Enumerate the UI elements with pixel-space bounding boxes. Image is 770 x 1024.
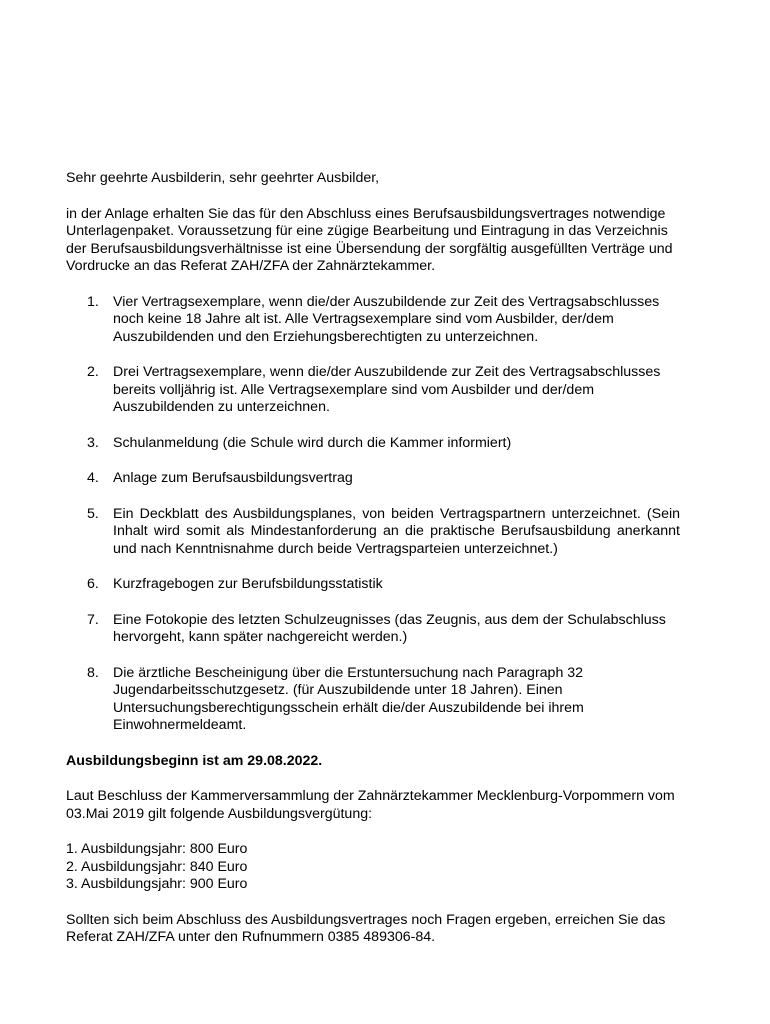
- list-item-number: 5.: [87, 505, 99, 522]
- list-item: [66, 665, 680, 735]
- list-item-number: 2.: [87, 364, 99, 380]
- list-item-text: Drei Vertragsexemplare, wenn die/der Auszubildende zur Zeit des Vertragsabschlusses bereits volljährig ist. Alle Vertragsexemplare sind vom Ausbilder und der/dem Auszubildenden zu unterzeichnen.: [113, 364, 661, 415]
- list-item-number: 6.: [87, 576, 99, 592]
- document-checklist: [66, 294, 680, 735]
- list-item: [66, 435, 680, 453]
- list-item-number: 1.: [87, 293, 99, 310]
- list-item: [66, 470, 680, 488]
- list-item-text: Schulanmeldung (die Schule wird durch die Kammer informiert): [113, 434, 512, 451]
- letter-body: [66, 170, 680, 947]
- list-item-number: 8.: [87, 664, 99, 681]
- list-item-number: 7.: [87, 611, 99, 628]
- list-item-text: Eine Fotokopie des letzten Schulzeugnisses (das Zeugnis, aus dem der Schulabschluss hervorgeht, kann später nachgereicht werden.): [113, 611, 666, 645]
- salary-list: [66, 841, 680, 894]
- list-item: [66, 294, 680, 347]
- salary-year-3: 3. Ausbildungsjahr: 900 Euro: [66, 876, 248, 892]
- list-item: [66, 612, 680, 647]
- list-item-number: 4.: [87, 470, 99, 486]
- list-item-number: 3.: [87, 434, 99, 451]
- intro-paragraph: in der Anlage erhalten Sie das für den Abschluss eines Berufsausbildungsvertrages notwendige Unterlagenpaket. Voraussetzung für eine zügige Bearbeitung und Eintragung in das Verzeichnis der Berufsausbildungsverhältnisse ist eine Übersendung der sorgfältig ausgefüllten Verträge und Vordrucke an das Referat ZAH/ZFA der Zahnärztekammer.: [66, 205, 673, 274]
- list-item-text: Ein Deckblatt des Ausbildungsplanes, von beiden Vertragspartnern unterzeichnet. (Sein Inhalt wird somit als Mindestanforderung an die praktische Berufsausbildung anerkannt und nach Kenntnisnahme durch beide Vertragsparteien unterzeichnet.): [113, 505, 680, 557]
- list-item: [66, 364, 680, 417]
- list-item-text: Vier Vertragsexemplare, wenn die/der Auszubildende zur Zeit des Vertragsabschlusses noch keine 18 Jahre alt ist. Alle Vertragsexemplare sind vom Ausbilder, der/dem Auszubildenden und den Erziehungsberechtigten zu unterzeichnen.: [113, 293, 660, 345]
- list-item-text: Anlage zum Berufsausbildungsvertrag: [113, 470, 353, 486]
- closing-paragraph: Sollten sich beim Abschluss des Ausbildungsvertrages noch Fragen ergeben, erreichen Sie das Referat ZAH/ZFA unter den Rufnummern 0385 489306-84.: [66, 911, 666, 945]
- salutation: Sehr geehrte Ausbilderin, sehr geehrter Ausbilder,: [66, 170, 380, 186]
- list-item: [66, 576, 680, 594]
- list-item-text: Kurzfragebogen zur Berufsbildungsstatistik: [113, 576, 383, 592]
- list-item-text: Die ärztliche Bescheinigung über die Erstuntersuchung nach Paragraph 32 Jugendarbeitsschutzgesetz. (für Auszubildende unter 18 Jahren). Einen Untersuchungsberechtigungsschein erhält die/der Auszubildende bei ihrem Einwohnermeldeamt.: [113, 664, 584, 733]
- training-start-date: Ausbildungsbeginn ist am 29.08.2022.: [66, 752, 323, 769]
- resolution-paragraph: Laut Beschluss der Kammerversammlung der Zahnärztekammer Mecklenburg-Vorpommern vom 03.Mai 2019 gilt folgende Ausbildungsvergütung:: [66, 788, 675, 822]
- salary-year-1: 1. Ausbildungsjahr: 800 Euro: [66, 841, 248, 857]
- list-item: [66, 506, 680, 559]
- salary-year-2: 2. Ausbildungsjahr: 840 Euro: [66, 858, 248, 875]
